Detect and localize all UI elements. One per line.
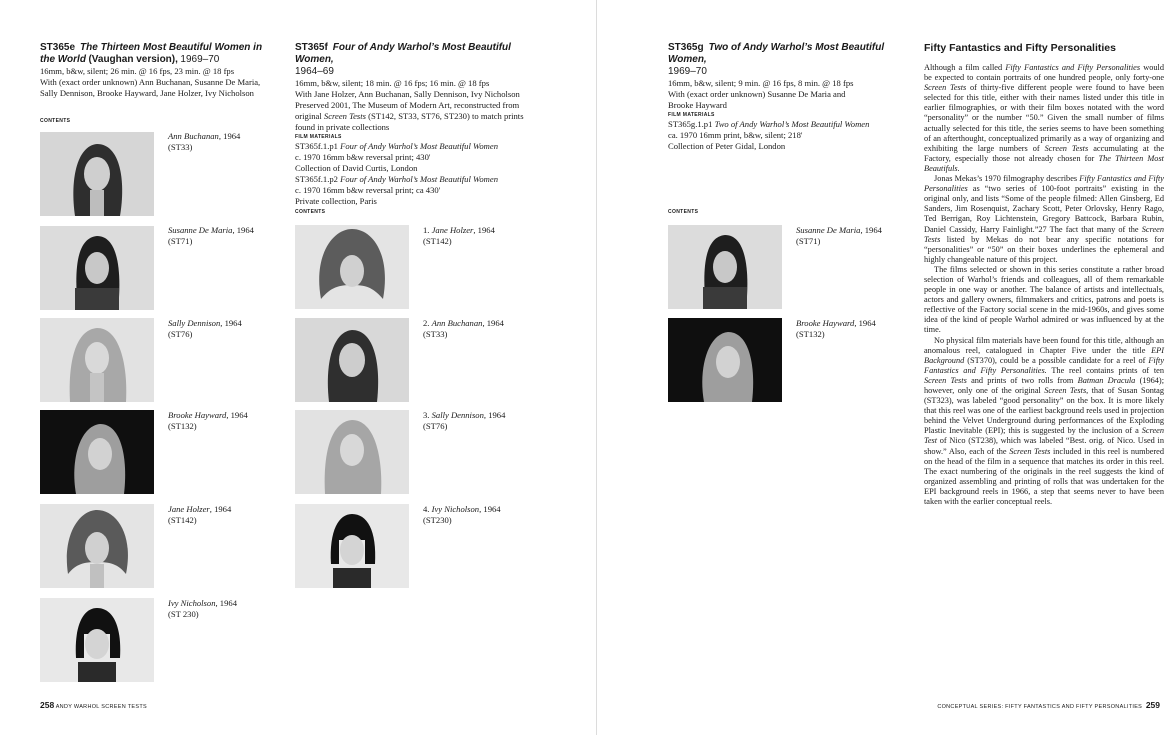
portrait-photo bbox=[668, 318, 782, 402]
film-materials-label: FILM MATERIALS bbox=[668, 112, 715, 118]
portrait-caption: 3. Sally Dennison, 1964 (ST76) bbox=[423, 410, 506, 431]
entry-cast: With (exact order unknown) Ann Buchanan, Susanne De Maria, bbox=[40, 77, 261, 87]
essay-paragraph: Although a film called Fifty Fantastics and Fifty Personalities would be expected to contain portraits of one hundred people, only forty-one Screen Tests of thirty-five different people were found to have been selected for this title, either with their names listed under this title in earlier filmographies, or with their film boxes notated with the word “personality” or the number “50.” Given the small number of films actually selected for this title, the series seems to have been something of an afterthought, conceptualized primarily as a way of organizing and exhibiting the large numbers of Screen Tests accumulating at the Factory, especially those not already chosen for The Thirteen Most Beautifuls. bbox=[924, 63, 1165, 173]
film-material-spec: c. 1970 16mm b&w reversal print; ca 430' bbox=[295, 185, 441, 195]
entry-years: 1969–70 bbox=[180, 54, 220, 65]
contents-label: CONTENTS bbox=[668, 209, 699, 215]
entry-heading bbox=[295, 42, 535, 78]
entry-st365g bbox=[668, 42, 908, 152]
right-folio bbox=[937, 700, 1160, 710]
portrait-photo bbox=[40, 318, 154, 402]
film-material-spec: c. 1970 16mm b&w reversal print; 430' bbox=[295, 152, 431, 162]
essay-paragraph: The films selected or shown in this series constitute a rather broad selection of Warhol’s friends and colleagues, all of them remarkable people in one way or another. The balance of artists and intellectuals, actors and gallery owners, filmmakers and critics, patrons and poets is reflective of the Factory social scene in the mid-1960s, and gives some idea of the kind of people Warhol admired or was influenced by at the time. bbox=[924, 264, 1164, 335]
entry-title: Two of Andy Warhol’s Most Beautiful Women, bbox=[668, 42, 885, 65]
page-gutter bbox=[596, 0, 597, 735]
portrait-caption: 4. Ivy Nicholson, 1964 (ST230) bbox=[423, 504, 501, 525]
portrait-caption: Jane Holzer, 1964 (ST142) bbox=[168, 504, 232, 525]
entry-heading bbox=[40, 42, 275, 66]
film-material-spec: ca. 1970 16mm print, b&w, silent; 218' bbox=[668, 130, 803, 140]
entry-cast: With Jane Holzer, Ann Buchanan, Sally Dennison, Ivy Nicholson bbox=[295, 89, 520, 99]
entry-code: ST365f bbox=[295, 42, 328, 53]
essay-body bbox=[924, 63, 1164, 507]
entry-code: ST365e bbox=[40, 42, 76, 53]
portrait-caption: 1. Jane Holzer, 1964 (ST142) bbox=[423, 225, 495, 246]
portrait-caption: Brooke Hayward, 1964 (ST132) bbox=[796, 318, 876, 339]
portrait-caption: Susanne De Maria, 1964 (ST71) bbox=[168, 225, 254, 246]
portrait-caption: Sally Dennison, 1964 (ST76) bbox=[168, 318, 242, 339]
portrait-caption: Susanne De Maria, 1964 (ST71) bbox=[796, 225, 882, 246]
entry-preserved: Preserved 2001, The Museum of Modern Art, reconstructed from bbox=[295, 100, 520, 110]
film-material-collection: Private collection, Paris bbox=[295, 196, 377, 206]
entry-title: Four of Andy Warhol’s Most Beautiful Women, bbox=[295, 42, 511, 65]
portrait-caption: Ann Buchanan, 1964 (ST33) bbox=[168, 131, 241, 152]
film-material-line: ST365g.1.p1 Two of Andy Warhol’s Most Beautiful Women bbox=[668, 119, 870, 129]
portrait-caption: 2. Ann Buchanan, 1964 (ST33) bbox=[423, 318, 504, 339]
contents-label: CONTENTS bbox=[40, 118, 71, 124]
entry-st365f bbox=[295, 42, 535, 207]
running-head: CONCEPTUAL SERIES: FIFTY FANTASTICS AND FIFTY PERSONALITIES bbox=[937, 704, 1143, 710]
entry-cast-cont: Brooke Hayward bbox=[668, 100, 727, 110]
entry-specs: 16mm, b&w, silent; 9 min. @ 16 fps, 8 min. @ 18 fps bbox=[668, 78, 854, 88]
entry-title-suffix: (Vaughan version), bbox=[88, 54, 178, 65]
portrait-photo bbox=[295, 225, 409, 309]
film-material-line: ST365f.1.p2 Four of Andy Warhol’s Most Beautiful Women bbox=[295, 174, 498, 184]
essay-title: Fifty Fantastics and Fifty Personalities bbox=[924, 42, 1116, 54]
left-folio bbox=[40, 700, 147, 710]
portrait-caption: Brooke Hayward, 1964 (ST132) bbox=[168, 410, 248, 431]
entry-code: ST365g bbox=[668, 42, 704, 53]
portrait-photo bbox=[40, 598, 154, 682]
portrait-photo bbox=[40, 410, 154, 494]
essay-paragraph: Jonas Mekas’s 1970 filmography describes Fifty Fantastics and Fifty Personalities as “two series of 100-foot portraits” existing in the original only, and lists “Some of the people filmed: Allen Ginsberg, Ed Sanders, Jim Rosenquist, Zachary Scott, Peter Orlovsky, Henry Rago, Ted Berrigan, Roy Lichtenstein, Gregory Battcock, Barbara Rubin, Daniel Cassidy, Harry Fainlight.”27 The fact that many of the Screen Tests listed by Mekas do not bear any specific notations for “personalities” or “50” on their boxes underlines the ephemeral and highly changeable nature of this project. bbox=[924, 174, 1165, 264]
entry-title: The Thirteen Most Beautiful Women in the World bbox=[40, 42, 263, 65]
page-number: 259 bbox=[1145, 700, 1160, 710]
entry-st365e bbox=[40, 42, 275, 99]
portrait-photo bbox=[295, 410, 409, 494]
entry-cast-cont: Sally Dennison, Brooke Hayward, Jane Holzer, Ivy Nicholson bbox=[40, 88, 254, 98]
film-material-collection: Collection of David Curtis, London bbox=[295, 163, 418, 173]
entry-original: original Screen Tests (ST142, ST33, ST76, ST230) to match prints bbox=[295, 111, 524, 121]
portrait-caption: Ivy Nicholson, 1964 (ST 230) bbox=[168, 598, 237, 619]
portrait-photo bbox=[40, 132, 154, 216]
portrait-photo bbox=[40, 504, 154, 588]
portrait-photo bbox=[295, 318, 409, 402]
page-number: 258 bbox=[40, 700, 55, 710]
film-materials-label: FILM MATERIALS bbox=[295, 134, 342, 140]
entry-specs: 16mm, b&w, silent; 18 min. @ 16 fps; 16 min. @ 18 fps bbox=[295, 78, 490, 88]
running-head: ANDY WARHOL SCREEN TESTS bbox=[55, 704, 147, 710]
film-material-line: ST365f.1.p1 Four of Andy Warhol’s Most Beautiful Women bbox=[295, 141, 498, 151]
portrait-photo bbox=[40, 226, 154, 310]
entry-cast: With (exact order unknown) Susanne De Maria and bbox=[668, 89, 846, 99]
portrait-photo bbox=[295, 504, 409, 588]
contents-label: CONTENTS bbox=[295, 209, 326, 215]
entry-years: 1964–69 bbox=[295, 66, 334, 77]
film-material-collection: Collection of Peter Gidal, London bbox=[668, 141, 786, 151]
entry-found: found in private collections bbox=[295, 122, 390, 132]
entry-heading bbox=[668, 42, 908, 78]
entry-specs: 16mm, b&w, silent; 26 min. @ 16 fps, 23 min. @ 18 fps bbox=[40, 66, 235, 76]
essay-paragraph: No physical film materials have been found for this title, although an anomalous reel, catalogued in Chapter Five under the title EPI Background (ST370), could be a possible candidate for a reel of Fifty Fantastics and Fifty Personalities. The reel contains prints of ten Screen Tests and prints of two rolls from Batman Dracula (1964); however, only one of the original Screen Tests, that of Susan Sontag (ST323), was labeled “good personality” on the box. It is more likely that this reel was one of the earliest background reels used in projection behind the Velvet Underground during performances of the Exploding Plastic Inevitable (EPI); this is suggested by the inclusion of a Screen Test of Nico (ST238), which was labeled “Best. orig. of Nico. Used in show.” Also, each of the Screen Tests included in this reel is numbered on the head of the film in a sequence that matches its order in this reel. The exact numbering of the originals in the reel suggests the kind of organized assembling and printing of rolls that was undertaken for the EPI background reels in 1966, a step that seems never to have been taken with the earlier conceptual reels. bbox=[924, 335, 1165, 507]
entry-years: 1969–70 bbox=[668, 66, 707, 77]
portrait-photo bbox=[668, 225, 782, 309]
